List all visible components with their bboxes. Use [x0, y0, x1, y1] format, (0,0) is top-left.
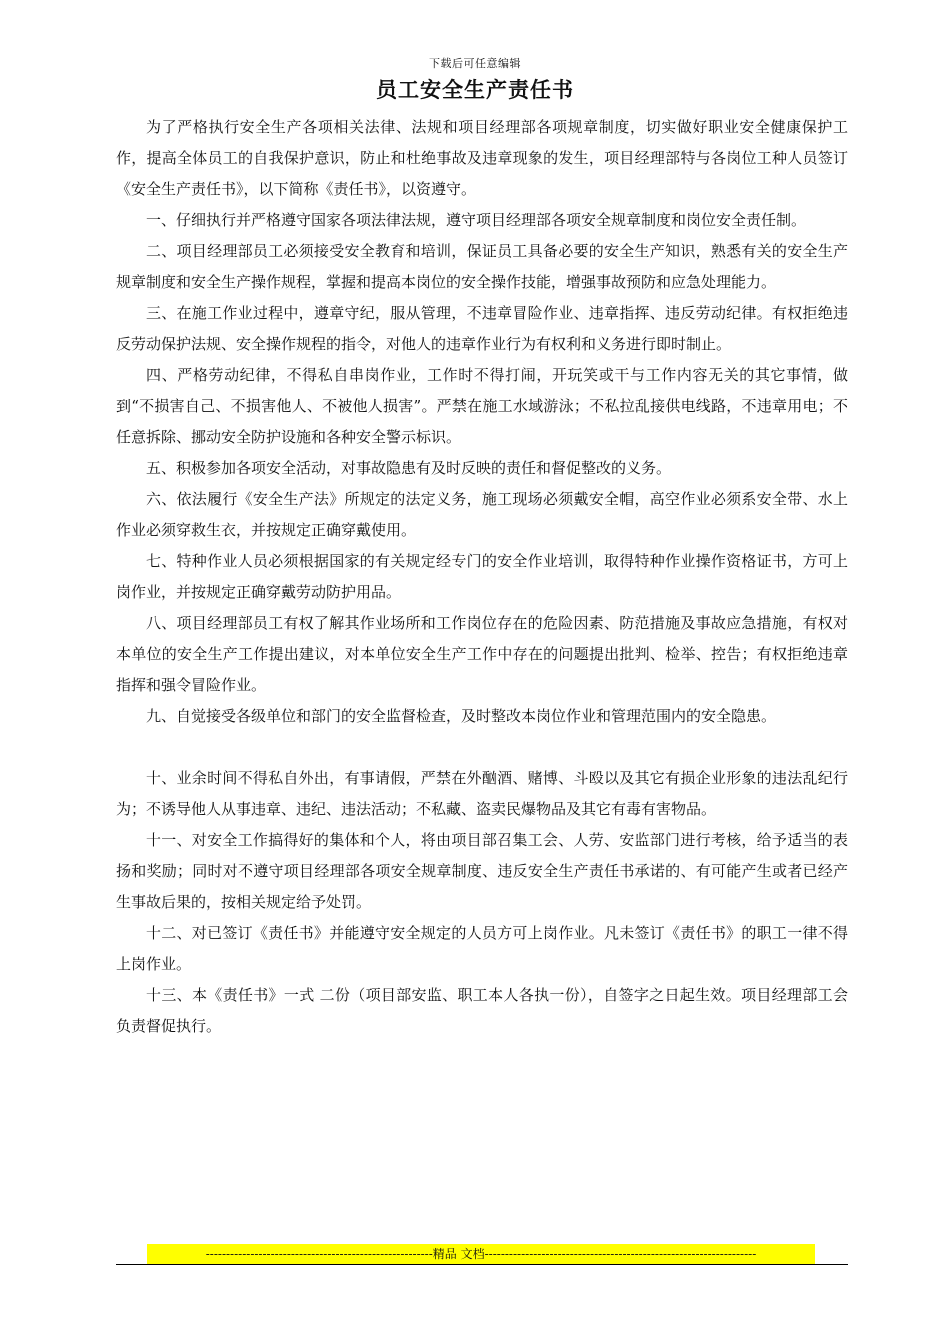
header-note: 下载后可任意编辑 — [429, 57, 521, 70]
clause-13: 十三、本《责任书》一式 二份（项目部安监、职工本人各执一份），自签字之日起生效。项目经理部工会负责督促执行。 — [116, 986, 848, 1035]
document-title: 员工安全生产责任书 — [376, 77, 574, 102]
clause-7: 七、特种作业人员必须根据国家的有关规定经专门的安全作业培训，取得特种作业操作资格证书，方可上岗作业，并按规定正确穿戴劳动防护用品。 — [116, 552, 848, 601]
clause-2: 二、项目经理部员工必须接受安全教育和培训，保证员工具备必要的安全生产知识，熟悉有关的安全生产规章制度和安全生产操作规程，掌握和提高本岗位的安全操作技能，增强事故预防和应急处理能力。 — [116, 242, 848, 291]
clause-1: 一、仔细执行并严格遵守国家各项法律法规，遵守项目经理部各项安全规章制度和岗位安全责任制。 — [146, 211, 807, 229]
clause-8: 八、项目经理部员工有权了解其作业场所和工作岗位存在的危险因素、防范措施及事故应急措施，有权对本单位的安全生产工作提出建议，对本单位安全生产工作中存在的问题提出批判、检举、控告；有权拒绝违章指挥和强令冒险作业。 — [116, 614, 848, 694]
clause-12: 十二、对已签订《责任书》并能遵守安全规定的人员方可上岗作业。凡未签订《责任书》的职工一律不得上岗作业。 — [116, 924, 848, 973]
clause-11: 十一、对安全工作搞得好的集体和个人，将由项目部召集工会、人劳、安监部门进行考核，给予适当的表扬和奖励；同时对不遵守项目经理部各项安全规章制度、违反安全生产责任书承诺的、有可能产生或者已经产生事故后果的，按相关规定给予处罚。 — [116, 831, 848, 911]
footer-highlight-band: --------------------------------------------------------精品 文档------------------------------------------------------------------- — [147, 1244, 815, 1264]
clause-3: 三、在施工作业过程中，遵章守纪，服从管理，不违章冒险作业、违章指挥、违反劳动纪律。有权拒绝违反劳动保护法规、安全操作规程的指令，对他人的违章作业行为有权利和义务进行即时制止。 — [116, 304, 848, 353]
clause-10: 十、业余时间不得私自外出，有事请假，严禁在外酗酒、赌博、斗殴以及其它有损企业形象的违法乱纪行为；不诱导他人从事违章、违纪、违法活动；不私藏、盗卖民爆物品及其它有毒有害物品。 — [116, 769, 848, 818]
footer-rule — [116, 1264, 848, 1265]
clause-5: 五、积极参加各项安全活动，对事故隐患有及时反映的责任和督促整改的义务。 — [146, 459, 672, 477]
clause-4: 四、严格劳动纪律，不得私自串岗作业，工作时不得打闹，开玩笑或干与工作内容无关的其它事情，做到“不损害自己、不损害他人、不被他人损害”。严禁在施工水域游泳；不私拉乱接供电线路，不违章用电；不任意拆除、挪动安全防护设施和各种安全警示标识。 — [116, 366, 848, 446]
document-body — [116, 112, 848, 1042]
intro-paragraph: 为了严格执行安全生产各项相关法律、法规和项目经理部各项规章制度，切实做好职业安全健康保护工作，提高全体员工的自我保护意识，防止和杜绝事故及违章现象的发生，项目经理部特与各岗位工种人员签订《安全生产责任书》，以下简称《责任书》，以资遵守。 — [116, 118, 848, 198]
clause-6: 六、依法履行《安全生产法》所规定的法定义务，施工现场必须戴安全帽，高空作业必须系安全带、水上作业必须穿救生衣，并按规定正确穿戴使用。 — [116, 490, 848, 539]
clause-9: 九、自觉接受各级单位和部门的安全监督检查，及时整改本岗位作业和管理范围内的安全隐患。 — [146, 707, 777, 725]
